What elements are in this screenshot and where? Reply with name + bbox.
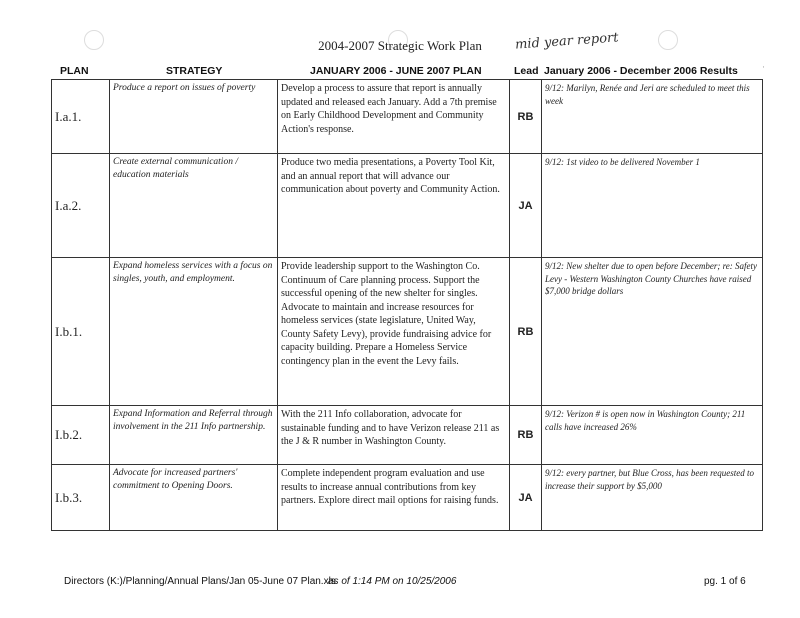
results-text: 9/12: New shelter due to open before December; re: Safety Levy - Western Washington County Churches have raised $7,000 bridge dollars [542,258,763,406]
document-title: 2004-2007 Strategic Work Plan [318,38,482,53]
results-text: 9/12: Marilyn, Renée and Jeri are scheduled to meet this week [542,80,763,154]
results-text: 9/12: 1st video to be delivered November 1 [542,154,763,258]
table-row [52,465,763,531]
file-path: Directors (K:)/Planning/Annual Plans/Jan 05-June 07 Plan.xls [64,576,336,587]
page-footer [0,576,800,590]
plan-code: I.a.2. [52,154,110,258]
table-row [52,406,763,465]
lead-initials: RB [510,406,542,465]
plan-code: I.b.2. [52,406,110,465]
plan-text: Provide leadership support to the Washington Co. Continuum of Care planning process. Support the successful opening of the new shelter for singles. Advocate to maintain and increase resources for homeless services (state legislature, United Way, County Safety Levy), provide fundraising advice for capacity building. Prepare a Homeless Service contingency plan in the event the Levy fails. [278,258,510,406]
strategy-text: Create external communication / education materials [110,154,278,258]
strategy-text: Produce a report on issues of poverty [110,80,278,154]
results-text: 9/12: every partner, but Blue Cross, has been requested to increase their support by $5,000 [542,465,763,531]
header-lead: Lead [514,65,539,77]
strategy-text: Expand homeless services with a focus on singles, youth, and employment. [110,258,278,406]
plan-code: I.a.1. [52,80,110,154]
plan-code: I.b.1. [52,258,110,406]
results-text: 9/12: Verizon # is open now in Washington County; 211 calls have increased 26% [542,406,763,465]
header-plan: PLAN [60,65,89,77]
column-headers [0,63,800,79]
header-results: January 2006 - December 2006 Results [544,65,738,77]
table-row [52,154,763,258]
print-timestamp: as of 1:14 PM on 10/25/2006 [328,576,457,587]
lead-initials: RB [510,258,542,406]
header-goal: JANUARY 2006 - JUNE 2007 PLAN [310,65,482,77]
page-number: pg. 1 of 6 [704,576,746,587]
plan-text: Complete independent program evaluation and use results to increase annual contributions from key partners. Explore direct mail options for raising funds. [278,465,510,531]
plan-code: I.b.3. [52,465,110,531]
scan-mark: · [762,62,765,72]
plan-text: Develop a process to assure that report is annually updated and released each January. Add a 7th premise on Early Childhood Development and Community Action's response. [278,80,510,154]
lead-initials: JA [510,465,542,531]
lead-initials: JA [510,154,542,258]
plan-text: Produce two media presentations, a Poverty Tool Kit, and an annual report that will advance our communication about poverty and Community Action. [278,154,510,258]
table-row [52,258,763,406]
table-row [52,80,763,154]
strategy-text: Expand Information and Referral through involvement in the 211 Info partnership. [110,406,278,465]
work-plan-table [51,79,763,531]
plan-text: With the 211 Info collaboration, advocate for sustainable funding and to have Verizon release 211 as the J & R number in Washington County. [278,406,510,465]
strategy-text: Advocate for increased partners' commitment to Opening Doors. [110,465,278,531]
handwritten-note: mid year report [514,30,619,53]
header-strategy: STRATEGY [166,65,223,77]
lead-initials: RB [510,80,542,154]
